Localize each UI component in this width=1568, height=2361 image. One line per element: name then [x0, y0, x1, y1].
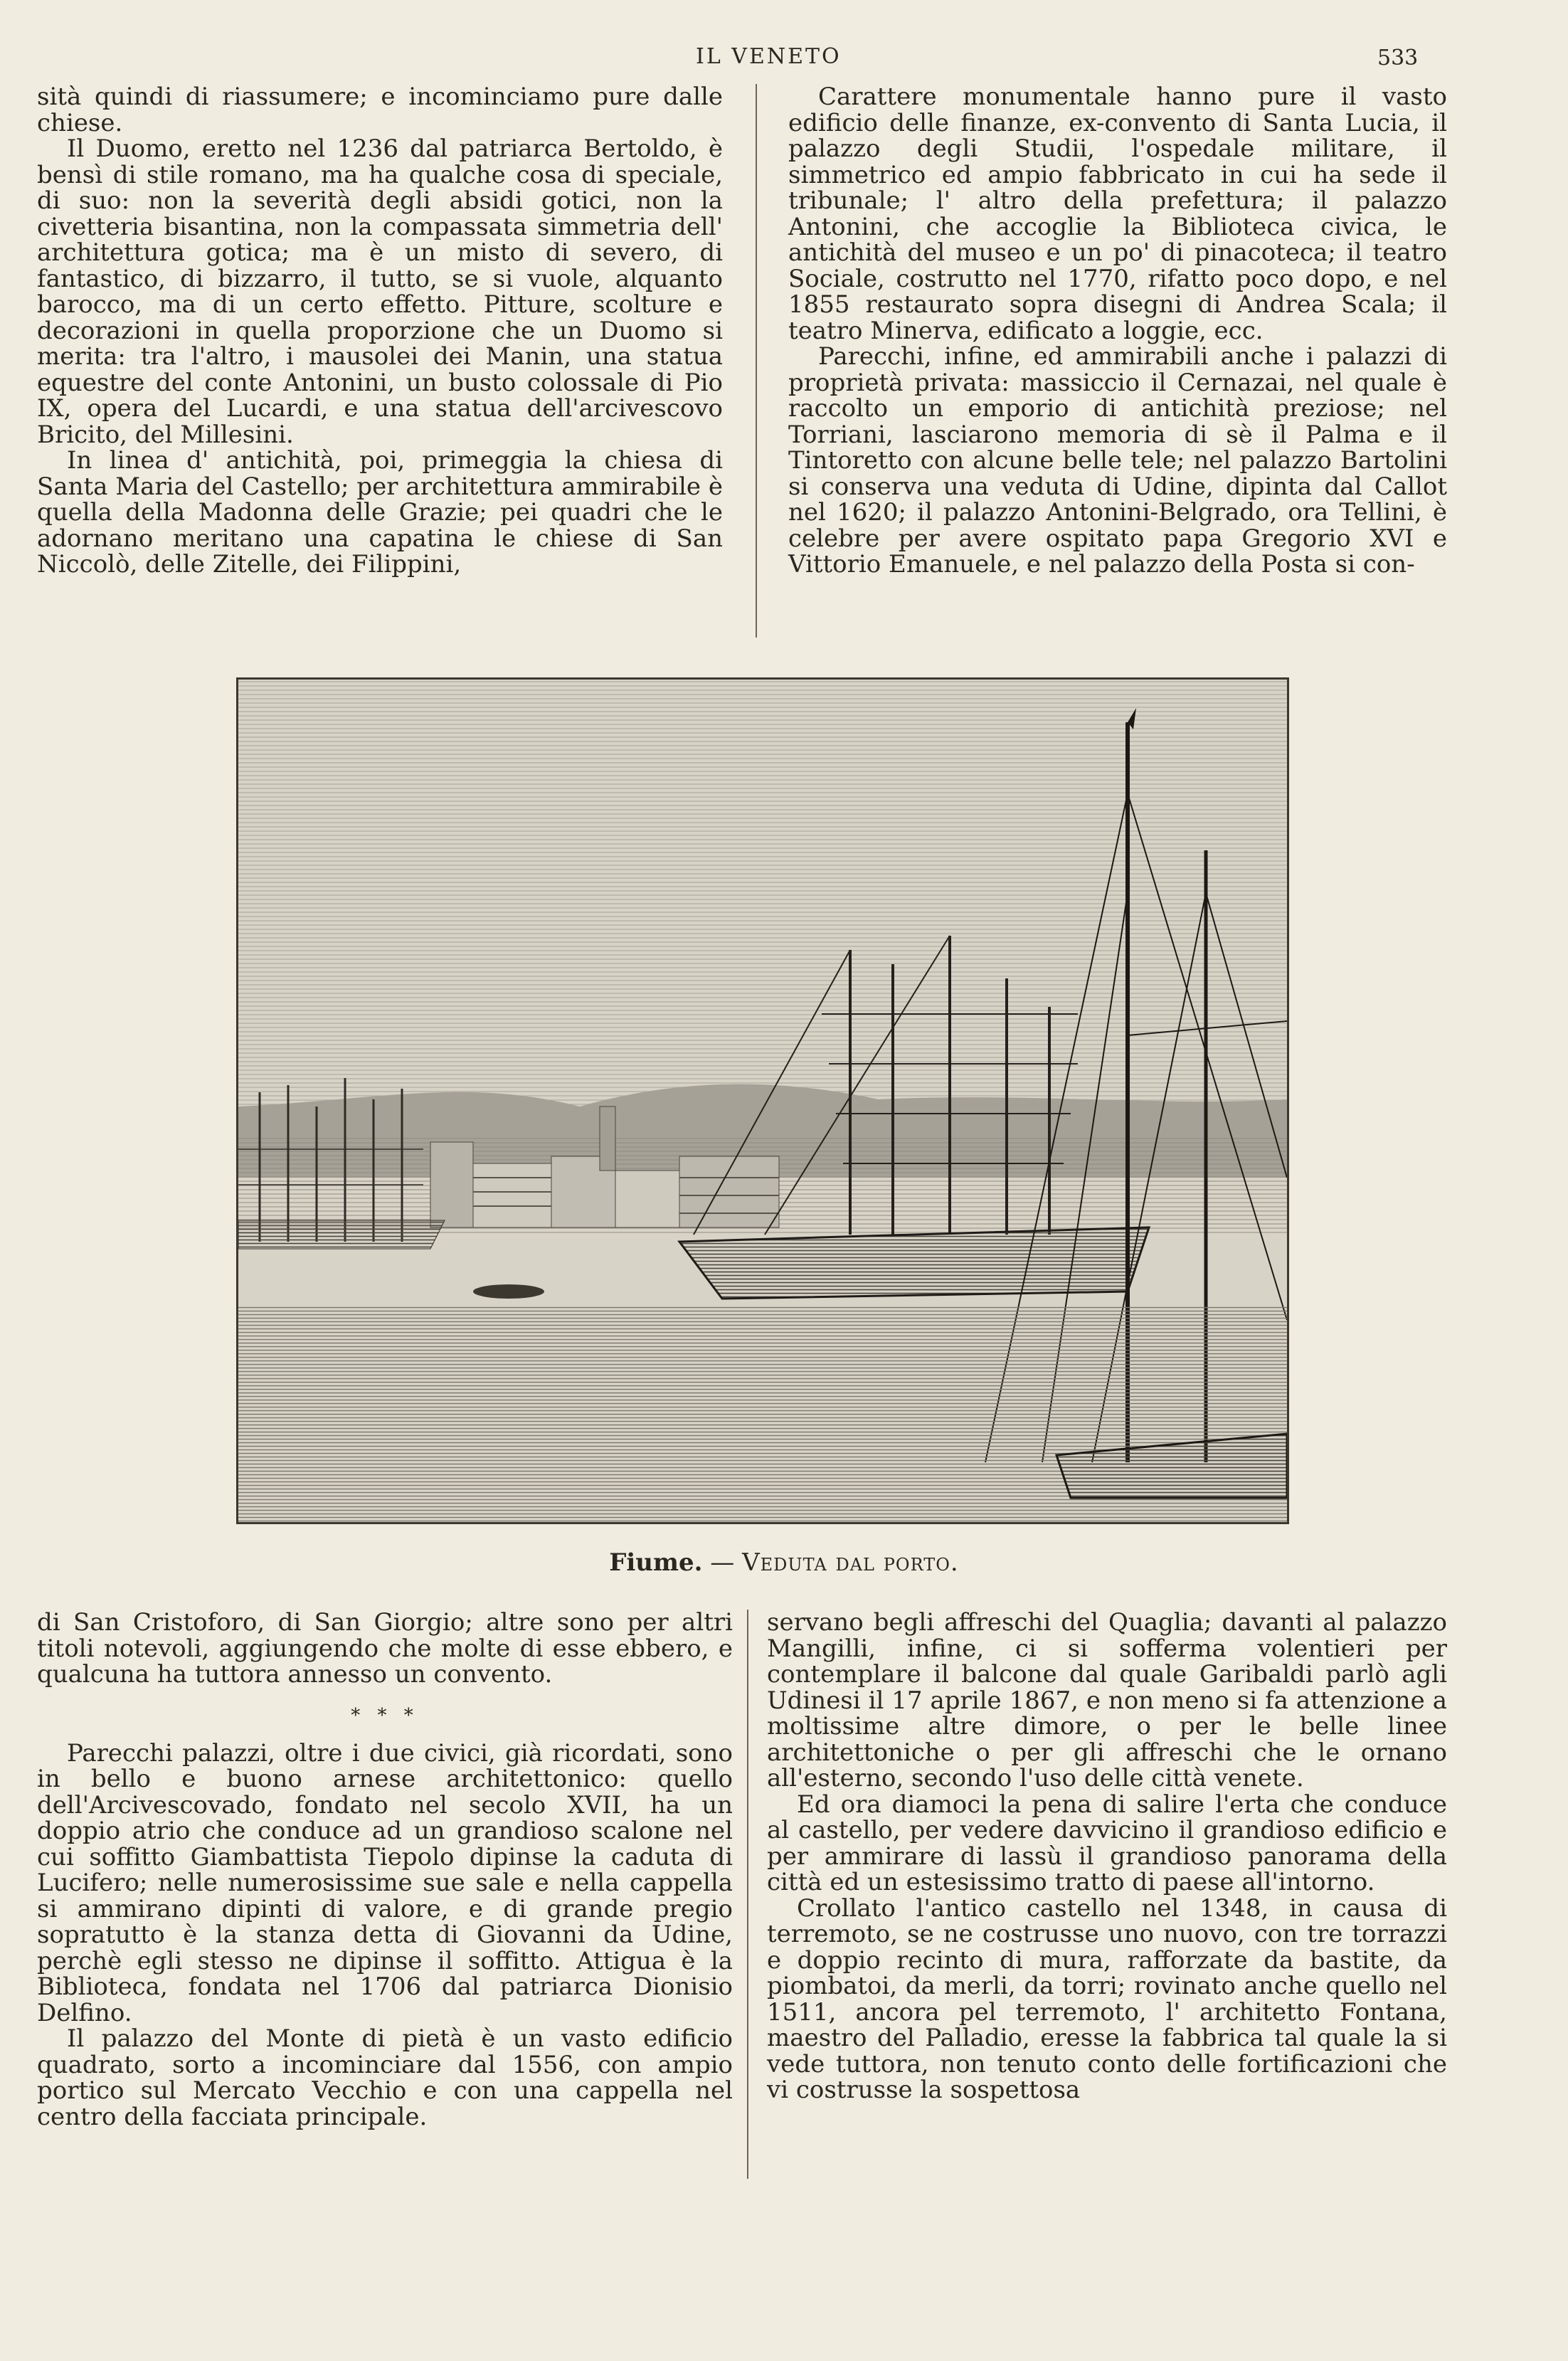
running-title: IL VENETO — [696, 44, 842, 69]
column-rule — [756, 84, 757, 638]
bottom-right-column — [767, 1610, 1447, 2193]
paragraph: Ed ora diamoci la pena di salire l'erta che conduce al castello, per vedere davvicino il grandioso edificio e per ammirare di lassù il grandioso panorama della città ed un estesissimo tratto di paese all'intorno. — [767, 1790, 1447, 1896]
paragraph: servano begli affreschi del Quaglia; davanti al palazzo Mangilli, infine, ci si sofferma volentieri per contemplare il balcone dal quale Garibaldi parlò agli Udinesi il 17 aprile 1867, e non meno si fa attenzione a moltissime altre dimore, o per le belle linee architettoniche o per gli affreschi che le ornano all'esterno, secondo l'uso delle città venete. — [767, 1608, 1447, 1792]
paragraph: Crollato l'antico castello nel 1348, in causa di terremoto, se ne costrusse uno nuovo, con tre torrazzi e doppio recinto di mura, rafforzate da bastite, da piombatoi, da merli, da torri; rovinato anche quello nel 1511, ancora pel terremoto, l' architetto Fontana, maestro del Palladio, eresse la fabbrica tal quale la si vede tuttora, non tenuto conto delle fortificazioni che vi costrusse la sospettosa — [767, 1893, 1447, 2104]
caption-dash: — — [710, 1548, 735, 1577]
bottom-left-column — [37, 1610, 733, 2193]
paragraph: Parecchi, infine, ed ammirabili anche i palazzi di proprietà privata: massiccio il Cernazai, nel quale è raccolto un emporio di antichità preziose; nel Torriani, lasciarono memoria di sè il Palma e il Tintoretto con alcune belle tele; nel palazzo Bartolini si conserva una veduta di Udine, dipinta dal Callot nel 1620; il palazzo Antonini-Belgrado, ora Tellini, è celebre per avere ospitato papa Gregorio XVI e Vittorio Emanuele, e nel palazzo della Posta si con- — [788, 342, 1447, 579]
paragraph: Il Duomo, eretto nel 1236 dal patriarca Bertoldo, è bensì di stile romano, ma ha qualche cosa di speciale, di suo: non la severità degli absidi gotici, non la civetteria bisantina, non la compassata simmetria dell' architettura gotica; ma è un misto di severo, di fantastico, di bizzarro, il tutto, se si vuole, alquanto barocco, ma di un certo effetto. Pitture, scolture e decorazioni in quella proporzione che un Duomo si merita: tra l'altro, i mausolei dei Manin, una statua equestre del conte Antonini, un busto colossale di Pio IX, opera del Lucardi, e una statua dell'arcivescovo Bricito, del Millesini. — [37, 134, 723, 449]
paragraph: sità quindi di riassumere; e incominciamo pure dalle chiese. — [37, 83, 723, 137]
figure-caption — [0, 1548, 1568, 1577]
top-left-column — [37, 84, 723, 653]
paragraph: di San Cristoforo, di San Giorgio; altre sono per altri titoli notevoli, aggiungendo che molte di esse ebbero, e qualcuna ha tuttora annesso un convento. — [37, 1608, 733, 1689]
harbor-illustration — [238, 680, 1287, 1522]
page-number: 533 — [1377, 46, 1419, 70]
caption-description: Veduta dal porto. — [742, 1548, 959, 1577]
engraving-fiume-harbor — [236, 677, 1289, 1524]
column-rule — [747, 1610, 748, 2179]
section-break-asterism: * * * — [351, 1704, 419, 1726]
running-head — [0, 44, 1568, 73]
hull-left — [238, 1220, 445, 1249]
caption-place: Fiume. — [609, 1548, 703, 1577]
paragraph: Parecchi palazzi, oltre i due civici, già ricordati, sono in bello e buono arnese architettonico: quello dell'Arcivescovado, fondato nel secolo XVII, ha un doppio atrio che conduce ad un grandioso scalone nel cui soffitto Giambattista Tiepolo dipinse la caduta di Lucifero; nelle numerosissime sue sale e nella cappella si ammirano dipinti di valore, e di grande pregio sopratutto è la stanza detta di Giovanni da Udine, perchè egli stesso ne dipinse il soffitto. Attigua è la Biblioteca, fondata nel 1706 dal patriarca Dionisio Delfino. — [37, 1738, 733, 2027]
top-right-column — [788, 84, 1447, 653]
paragraph: Il palazzo del Monte di pietà è un vasto edificio quadrato, sorto a incominciare dal 1556, con ampio portico sul Mercato Vecchio e con una cappella nel centro della facciata principale. — [37, 2024, 733, 2131]
paragraph: In linea d' antichità, poi, primeggia la chiesa di Santa Maria del Castello; per architettura ammirabile è quella della Madonna delle Grazie; pei quadri che le adornano meritano una capatina le chiese di San Niccolò, delle Zitelle, dei Filippini, — [37, 446, 723, 579]
rowboat — [473, 1284, 544, 1299]
paragraph: Carattere monumentale hanno pure il vasto edificio delle finanze, ex-convento di Santa Lucia, il palazzo degli Studii, l'ospedale militare, il simmetrico ed ampio fabbricato in cui ha sede il tribunale; l' altro della prefettura; il palazzo Antonini, che accoglie la Biblioteca civica, le antichità del museo e un po' di pinacoteca; il teatro Sociale, costrutto nel 1770, rifatto poco dopo, e nel 1855 restaurato sopra disegni di Andrea Scala; il teatro Minerva, edificato a loggie, ecc. — [788, 83, 1447, 345]
